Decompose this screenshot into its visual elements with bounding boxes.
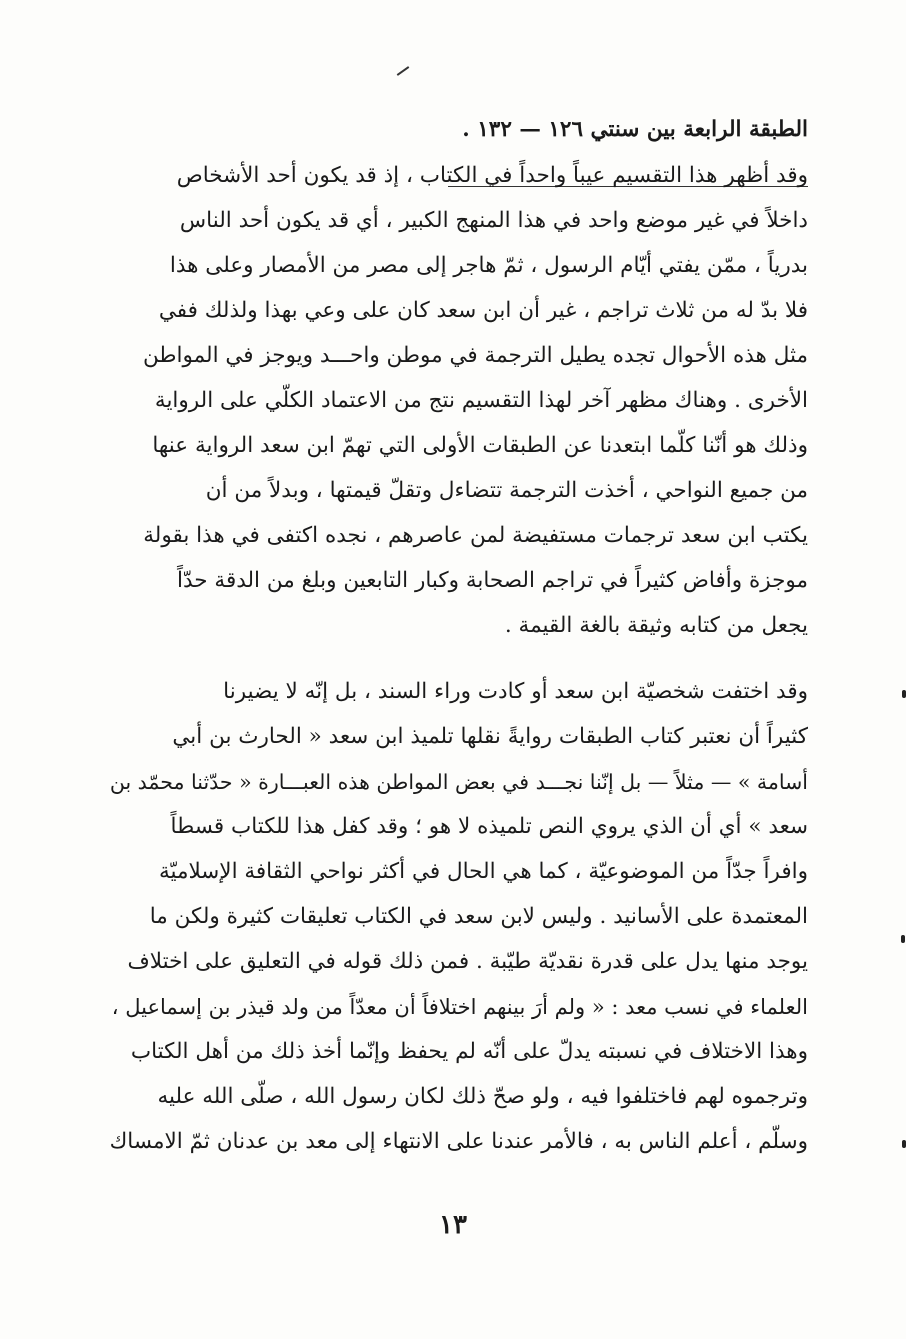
text-line: وسلّم ، أعلم الناس به ، فالأمر عندنا على الانتهاء إلى معد بن عدنان ثمّ الامساك — [109, 1129, 808, 1154]
text-line: وهذا الاختلاف في نسبته يدلّ على أنّه لم يحفظ وإنّما أخذ ذلك من أهل الكتاب — [130, 1039, 808, 1064]
text-line: يوجد منها يدل على قدرة نقديّة طيّبة . فمن ذلك قوله في التعليق على اختلاف — [127, 949, 808, 974]
text-line: الأخرى . وهناك مظهر آخر لهذا التقسيم نتج من الاعتماد الكلّي على الرواية — [154, 388, 808, 413]
text-line: المعتمدة على الأسانيد . وليس لابن سعد في الكتاب تعليقات كثيرة ولكن ما — [149, 904, 808, 929]
paragraph-2 — [108, 672, 808, 1172]
text-line: بدرياً ، ممّن يفتي أيّام الرسول ، ثمّ هاجر إلى مصر من الأمصار وعلى هذا — [169, 253, 808, 278]
margin-mark — [901, 935, 905, 943]
text-line: وقد اختفت شخصيّة ابن سعد أو كادت وراء السند ، بل إنّه لا يضيرنا — [223, 679, 808, 704]
text-line: موجزة وأفاض كثيراً في تراجم الصحابة وكبار التابعين وبلغ من الدقة حدّاً — [177, 568, 808, 593]
text-line: يكتب ابن سعد ترجمات مستفيضة لمن عاصرهم ، نجده اكتفى في هذا بقولة — [143, 523, 808, 548]
text-line: سعد » أي أن الذي يروي النص تلميذه لا هو ؛ وقد كفل هذا للكتاب قسطاً — [170, 814, 808, 839]
text-line: داخلاً في غير موضع واحد في هذا المنهج الكبير ، أي قد يكون أحد الناس — [179, 208, 808, 233]
text-line: مثل هذه الأحوال تجده يطيل الترجمة في موطن واحـــد ويوجز في المواطن — [143, 343, 808, 368]
text-line: فلا بدّ له من ثلاث تراجم ، غير أن ابن سعد كان على وعي بهذا ولذلك ففي — [158, 298, 808, 323]
text-line: من جميع النواحي ، أخذت الترجمة تتضاءل وتقلّ قيمتها ، وبدلاً من أن — [205, 478, 808, 503]
margin-mark — [902, 1140, 906, 1148]
text-line: كثيراً أن نعتبر كتاب الطبقات روايةً نقلها تلميذ ابن سعد « الحارث بن أبي — [172, 724, 808, 749]
stray-pen-mark — [397, 66, 410, 76]
text-line: يجعل من كتابه وثيقة بالغة القيمة . — [504, 613, 808, 638]
text-line: العلماء في نسب معد : « ولم أرَ بينهم اختلافاً أن معدّاً من ولد قيذر بن إسماعيل ، — [111, 995, 808, 1019]
text-line: وافراً جدّاً من الموضوعيّة ، كما هي الحال في أكثر نواحي الثقافة الإسلاميّة — [158, 859, 808, 884]
text-line: وذلك هو أنّنا كلّما ابتعدنا عن الطبقات الأولى التي تهمّ ابن سعد الرواية عنها — [152, 433, 808, 458]
text-line: أسامة » — مثلاً — بل إنّنا نجـــد في بعض المواطن هذه العبـــارة « حدّثنا محمّد بن — [109, 770, 808, 794]
section-header: الطبقة الرابعة بين سنتي ١٢٦ — ١٣٢ . — [462, 117, 808, 142]
text-line: وترجموه لهم فاختلفوا فيه ، ولو صحّ ذلك لكان رسول الله ، صلّى الله عليه — [157, 1084, 808, 1109]
margin-mark — [902, 690, 906, 698]
text-line: وقد أظهر هذا التقسيم عيباً واحداً في الكتاب ، إذ قد يكون أحد الأشخاص — [176, 163, 808, 188]
page-number: ١٣ — [439, 1210, 467, 1240]
paragraph-1 — [108, 156, 808, 636]
